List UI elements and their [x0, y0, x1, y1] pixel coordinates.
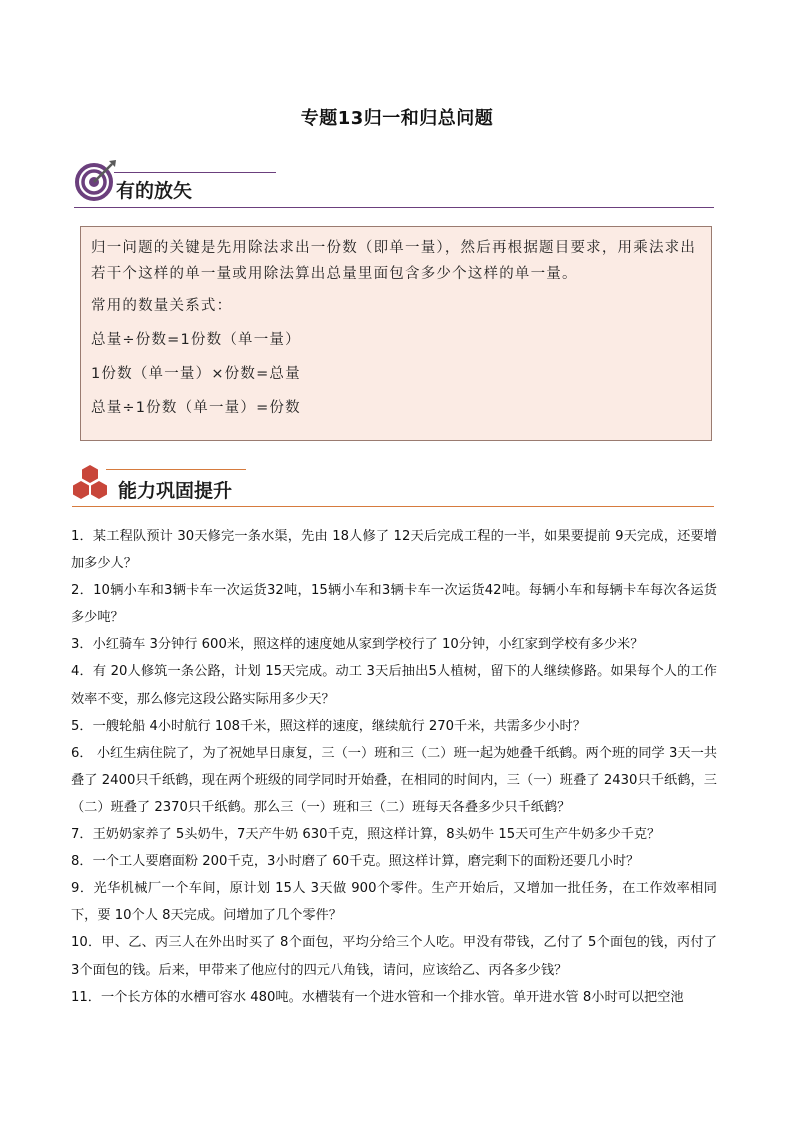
section-label: 有的放矢 — [116, 180, 193, 202]
problem-item: 8．一个工人要磨面粉 200千克，3小时磨了 60千克。照这样计算，磨完剩下的面粉还要几小时？ — [71, 854, 640, 870]
problem-item: 10．甲、乙、丙三人在外出时买了 8个面包，平均分给三个人吃。甲没有带钱，乙付了 5个面包的钱，丙付了 3个面包的钱。后来，甲带来了他应付的四元八角钱，请问，应该给乙、丙各多少钱？ — [71, 935, 717, 978]
formula-line: 总量÷份数=1份数（单一量） — [91, 332, 301, 348]
key-points-paragraph: 归一问题的关键是先用除法求出一份数（即单一量），然后再根据题目要求，用乘法求出若干个这样的单一量或用除法算出总量里面包含多少个这样的单一量。 — [91, 240, 697, 282]
problem-item: 2．10辆小车和3辆卡车一次运货32吨，15辆小车和3辆卡车一次运货42吨。每辆小车和每辆卡车每次各运货多少吨？ — [71, 583, 717, 626]
problem-list — [71, 523, 717, 1011]
page-title: 专题13归一和归总问题 — [300, 108, 494, 129]
formula-line: 1份数（单一量）×份数=总量 — [91, 366, 301, 382]
key-points-box — [80, 226, 712, 441]
problem-item: 1．某工程队预计 30天修完一条水渠，先由 18人修了 12天后完成工程的一半，如果要提前 9天完成，还要增加多少人？ — [71, 529, 717, 572]
problem-item: 6． 小红生病住院了，为了祝她早日康复，三（一）班和三（二）班一起为她叠千纸鹤。两个班的同学 3天一共叠了 2400只千纸鹤，现在两个班级的同学同时开始叠，在相同的时间内，三（一）班叠了 2430只千纸鹤，三（二）班叠了 2370只千纸鹤。那么三（一）班和三（二）班每天各叠多少只千纸鹤？ — [71, 745, 717, 815]
formula-line: 总量÷1份数（单一量）=份数 — [91, 400, 301, 416]
problem-item: 3．小红骑车 3分钟行 600米，照这样的速度她从家到学校行了 10分钟，小红家到学校有多少米？ — [71, 637, 644, 653]
problem-item: 9．光华机械厂一个车间，原计划 15人 3天做 900个零件。生产开始后，又增加一批任务，在工作效率相同下，要 10个人 8天完成。问增加了几个零件？ — [71, 881, 717, 924]
section-header-practice — [68, 462, 714, 512]
section-label: 能力巩固提升 — [118, 480, 233, 502]
section-header-targeting — [74, 156, 714, 212]
target-icon — [74, 158, 118, 202]
section-header-line — [114, 172, 276, 173]
problem-item: 7．王奶奶家养了 5头奶牛，7天产牛奶 630千克，照这样计算，8头奶牛 15天可生产牛奶多少千克？ — [71, 827, 661, 843]
section-divider — [74, 207, 714, 208]
section-header-line — [106, 469, 246, 470]
formula-intro: 常用的数量关系式： — [91, 298, 233, 314]
problem-item: 4．有 20人修筑一条公路，计划 15天完成。动工 3天后抽出5人植树，留下的人继续修路。如果每个人的工作效率不变，那么修完这段公路实际用多少天？ — [71, 664, 717, 707]
problem-item: 11．一个长方体的水槽可容水 480吨。水槽装有一个进水管和一个排水管。单开进水管 8小时可以把空池 — [71, 989, 684, 1005]
problem-item: 5．一艘轮船 4小时航行 108千米，照这样的速度，继续航行 270千米，共需多少小时？ — [71, 718, 586, 734]
section-divider — [72, 506, 714, 507]
